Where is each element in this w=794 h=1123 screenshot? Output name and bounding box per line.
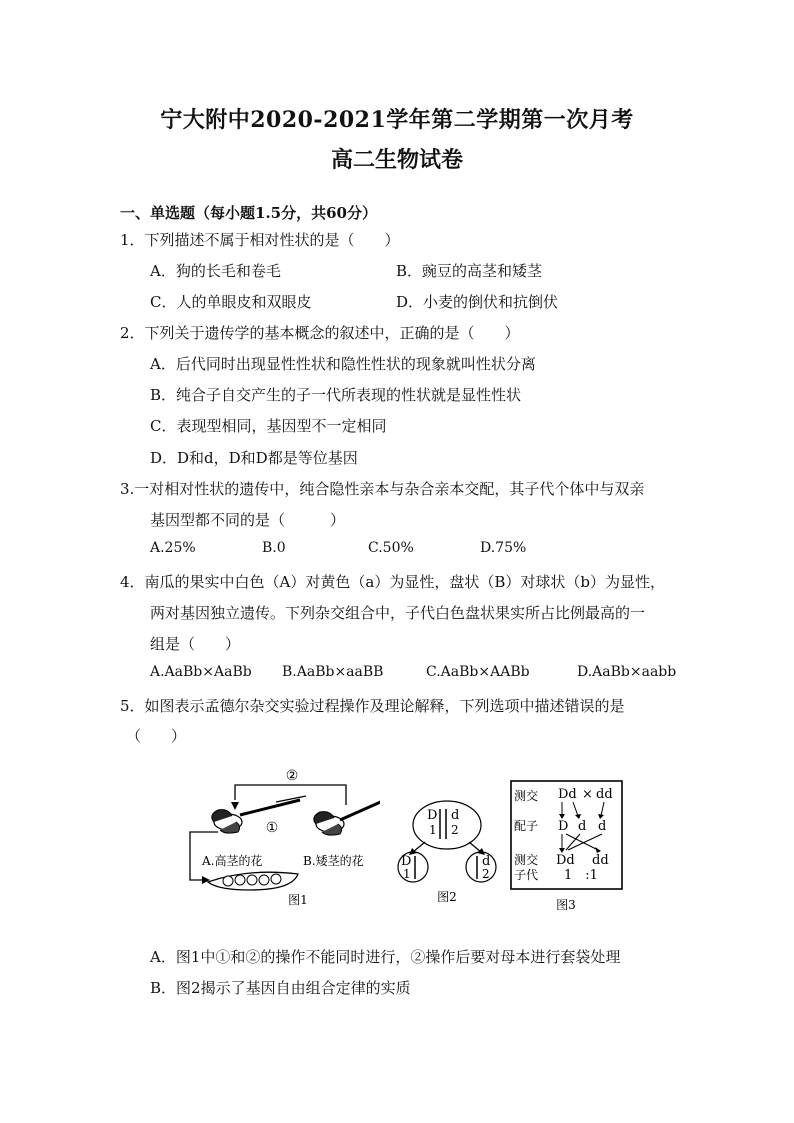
fig2-top-right-index: 2 <box>451 823 459 837</box>
fig2-top-right-allele: d <box>451 808 460 823</box>
figure-2-allele-segregation <box>395 795 500 910</box>
q1-option-c: C．人的单眼皮和双眼皮 <box>150 293 312 311</box>
fig1-tall-flower-label: A.高茎的花 <box>202 854 263 868</box>
fig3-gamete-3: d <box>598 819 607 834</box>
fig2-caption: 图2 <box>437 890 457 904</box>
q1-option-b: B．豌豆的高茎和矮茎 <box>396 262 543 280</box>
q3-option-a: A.25% <box>150 540 196 556</box>
figure-3-testcross <box>508 778 626 916</box>
fig3-row1-label: 测交 <box>514 789 539 803</box>
fig1-step-1-label: ① <box>265 820 279 836</box>
q2-option-b: B．纯合子自交产生的子一代所表现的性状就是显性性状 <box>150 386 522 404</box>
fig3-gamete-2: d <box>578 819 587 834</box>
q2-option-a: A．后代同时出现显性性状和隐性性状的现象就叫性状分离 <box>150 355 536 373</box>
section-heading: 一、单选题（每小题1.5分，共60分） <box>120 204 377 222</box>
q2-stem: 2．下列关于遗传学的基本概念的叙述中，正确的是（ ） <box>120 324 520 342</box>
fig2-top-left-index: 1 <box>429 823 437 837</box>
q4-stem-line3: 组是（ ） <box>150 635 241 653</box>
q4-stem-line1: 4．南瓜的果实中白色（A）对黄色（a）为显性，盘状（B）对球状（b）为显性， <box>120 573 665 591</box>
fig1-step-2-label: ② <box>285 768 299 784</box>
q4-option-a: A.AaBb×AaBb <box>150 664 252 680</box>
q5-option-b: B．图2揭示了基因自由组合定律的实质 <box>150 979 411 997</box>
q1-option-d: D．小麦的倒伏和抗倒伏 <box>396 293 559 311</box>
q3-stem-line2: 基因型都不同的是（ ） <box>150 511 346 529</box>
q4-stem-line2: 两对基因独立遗传。下列杂交组合中，子代白色盘状果实所占比例最高的一 <box>150 604 646 622</box>
fig1-caption: 图1 <box>288 893 308 907</box>
q4-option-c: C.AaBb×AABb <box>426 664 530 680</box>
fig3-caption: 图3 <box>556 898 576 912</box>
q1-stem: 1．下列描述不属于相对性状的是（ ） <box>120 231 400 249</box>
q4-option-b: B.AaBb×aaBB <box>282 664 384 680</box>
fig3-offspring-2: dd <box>592 853 609 868</box>
fig3-row3-label-1: 测交 <box>514 853 539 867</box>
q3-stem-line1: 3.一对相对性状的遗传中，纯合隐性亲本与杂合亲本交配，其子代个体中与双亲 <box>120 480 645 498</box>
fig3-gamete-1: D <box>558 819 569 834</box>
fig3-row2-label: 配子 <box>514 819 539 833</box>
exam-title: 宁大附中2020-2021学年第二学期第一次月考 <box>160 107 634 133</box>
fig2-bottom-left-index: 1 <box>403 867 411 881</box>
fig3-offspring-1: Dd <box>556 853 575 868</box>
q3-option-c: C.50% <box>368 540 414 556</box>
fig2-bottom-left-allele: D <box>401 854 412 869</box>
q1-option-a: A．狗的长毛和卷毛 <box>150 262 281 280</box>
q2-option-d: D．D和d，D和D都是等位基因 <box>150 449 358 467</box>
q5-option-a: A．图1中①和②的操作不能同时进行，②操作后要对母本进行套袋处理 <box>150 948 621 966</box>
q2-option-c: C．表现型相同，基因型不一定相同 <box>150 417 387 435</box>
fig2-top-left-allele: D <box>427 808 438 823</box>
q3-option-d: D.75% <box>480 540 527 556</box>
q5-stem-line2: （ ） <box>126 727 187 745</box>
q5-stem-line1: 5．如图表示孟德尔杂交实验过程操作及理论解释，下列选项中描述错误的是 <box>120 697 625 715</box>
fig3-parent-1: Dd <box>558 787 577 802</box>
fig3-parent-2: dd <box>596 787 613 802</box>
fig3-cross-sign: × <box>582 787 593 802</box>
fig2-bottom-right-index: 2 <box>482 867 490 881</box>
fig1-dwarf-flower-label: B.矮茎的花 <box>303 854 364 868</box>
fig2-bottom-right-allele: d <box>482 854 491 869</box>
q4-option-d: D.AaBb×aabb <box>577 664 677 680</box>
fig3-ratio: 1 :1 <box>564 868 598 883</box>
q3-option-b: B.0 <box>262 540 286 556</box>
fig3-row3-label-2: 子代 <box>514 868 539 882</box>
exam-subtitle: 高二生物试卷 <box>330 147 463 173</box>
figure-1-pollination <box>180 760 380 910</box>
